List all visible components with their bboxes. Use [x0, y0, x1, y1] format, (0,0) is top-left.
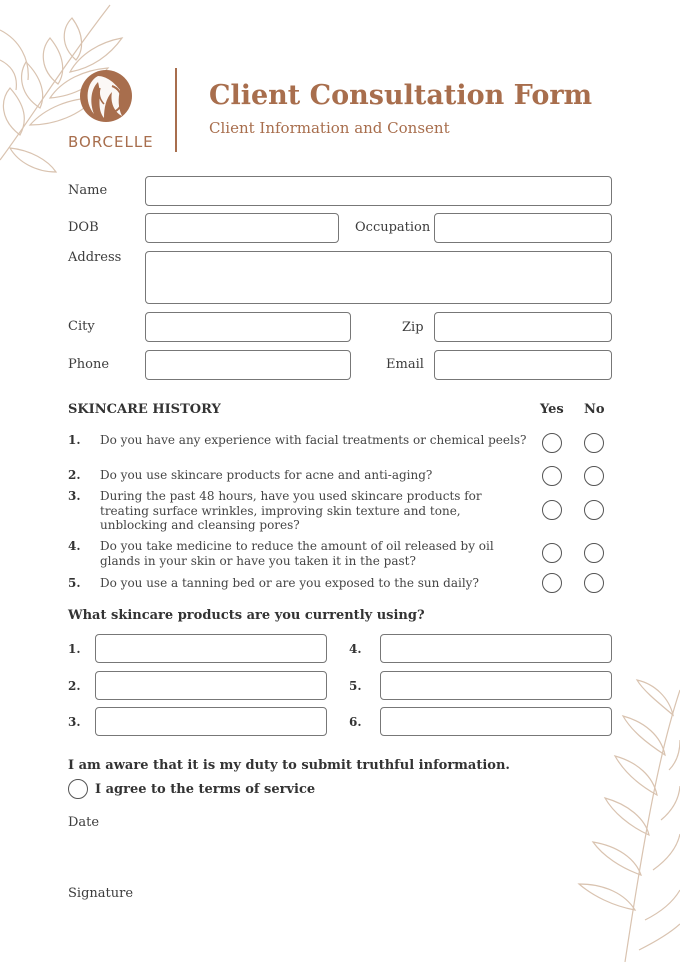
signature-label: Signature: [68, 886, 134, 901]
city-label: City: [68, 319, 95, 334]
no-column-header: No: [584, 402, 605, 417]
occupation-field[interactable]: [434, 213, 612, 243]
question-number: 2.: [68, 468, 81, 482]
question-text: During the past 48 hours, have you used skincare products for treating surface wrinkles, improving skin texture and tone, unblocking and cleansing pores?: [100, 489, 482, 532]
q5-yes-radio[interactable]: [542, 573, 562, 593]
question-number: 3.: [68, 489, 81, 503]
q3-no-radio[interactable]: [584, 500, 604, 520]
page-title: Client Consultation Form: [209, 80, 593, 111]
product-number: 5.: [349, 679, 362, 693]
date-label: Date: [68, 815, 100, 830]
question-number: 1.: [68, 433, 81, 447]
agree-terms-radio[interactable]: [68, 779, 88, 799]
question-text: Do you use skincare products for acne and anti-aging?: [100, 468, 433, 482]
email-field[interactable]: [434, 350, 612, 380]
product-1-field[interactable]: [95, 634, 327, 663]
header-divider: [175, 68, 177, 152]
question-number: 4.: [68, 539, 81, 553]
product-number: 3.: [68, 715, 81, 729]
dob-label: DOB: [68, 220, 99, 235]
q1-yes-radio[interactable]: [542, 433, 562, 453]
agree-terms-label: I agree to the terms of service: [95, 782, 316, 797]
zip-label: Zip: [402, 320, 424, 335]
occupation-label: Occupation: [355, 220, 431, 235]
page-subtitle: Client Information and Consent: [209, 119, 450, 137]
question-number: 5.: [68, 576, 81, 590]
address-label: Address: [68, 250, 122, 265]
question-text: Do you take medicine to reduce the amount of oil released by oil glands in your skin or have you taken it in the past?: [100, 539, 494, 568]
brand-name: BORCELLE: [68, 133, 154, 151]
email-label: Email: [386, 357, 424, 372]
product-number: 4.: [349, 642, 362, 656]
product-2-field[interactable]: [95, 671, 327, 700]
product-number: 6.: [349, 715, 362, 729]
q4-yes-radio[interactable]: [542, 543, 562, 563]
borcelle-logo: [78, 68, 134, 124]
name-field[interactable]: [145, 176, 612, 206]
phone-label: Phone: [68, 357, 110, 372]
question-text: Do you have any experience with facial treatments or chemical peels?: [100, 433, 527, 447]
truthful-info-statement: I am aware that it is my duty to submit truthful information.: [68, 758, 510, 773]
product-4-field[interactable]: [380, 634, 612, 663]
zip-field[interactable]: [434, 312, 612, 342]
product-number: 2.: [68, 679, 81, 693]
question-text: Do you use a tanning bed or are you exposed to the sun daily?: [100, 576, 479, 590]
products-title: What skincare products are you currently using?: [68, 608, 425, 623]
yes-column-header: Yes: [540, 402, 564, 417]
q3-yes-radio[interactable]: [542, 500, 562, 520]
name-label: Name: [68, 183, 108, 198]
q2-no-radio[interactable]: [584, 466, 604, 486]
city-field[interactable]: [145, 312, 351, 342]
product-3-field[interactable]: [95, 707, 327, 736]
skincare-history-title: SKINCARE HISTORY: [68, 402, 221, 417]
product-number: 1.: [68, 642, 81, 656]
q5-no-radio[interactable]: [584, 573, 604, 593]
q1-no-radio[interactable]: [584, 433, 604, 453]
dob-field[interactable]: [145, 213, 339, 243]
address-field[interactable]: [145, 251, 612, 304]
q4-no-radio[interactable]: [584, 543, 604, 563]
phone-field[interactable]: [145, 350, 351, 380]
q2-yes-radio[interactable]: [542, 466, 562, 486]
product-5-field[interactable]: [380, 671, 612, 700]
product-6-field[interactable]: [380, 707, 612, 736]
